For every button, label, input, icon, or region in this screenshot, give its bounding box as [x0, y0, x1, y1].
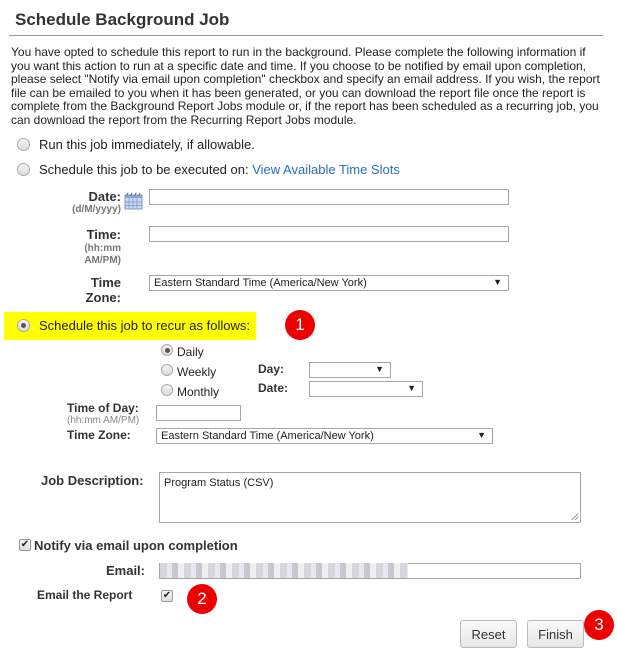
finish-button[interactable]: Finish [527, 620, 584, 648]
page-title: Schedule Background Job [15, 10, 230, 29]
notify-label: Notify via email upon completion [34, 538, 238, 553]
job-description-textarea[interactable] [159, 472, 581, 523]
time-label: Time: [86, 227, 121, 242]
recur-timezone-label: Time Zone: [67, 428, 131, 442]
schedule-once-text: Schedule this job to be executed on: [39, 162, 249, 177]
reset-button[interactable]: Reset [460, 620, 517, 648]
step-badge-2: 2 [187, 584, 217, 614]
recur-timezone-select[interactable] [156, 428, 493, 444]
recur-date-label: Date: [258, 381, 289, 395]
recur-timezone-value: Eastern Standard Time (America/New York) [161, 430, 374, 442]
email-report-label: Email the Report [37, 588, 133, 602]
time-of-day-label: Time of Day: [67, 401, 139, 415]
daily-label: Daily [177, 345, 204, 359]
job-description-label: Job Description: [41, 473, 144, 488]
time-hint-1: (hh:mm [84, 243, 121, 254]
weekly-label: Weekly [177, 365, 217, 379]
schedule-once-label [39, 162, 400, 177]
recur-label: Schedule this job to recur as follows: [39, 318, 250, 333]
calendar-icon[interactable] [124, 192, 143, 210]
step-badge-3: 3 [584, 610, 614, 640]
job-description-value: Program Status (CSV) [164, 477, 274, 489]
once-timezone-select[interactable] [149, 275, 509, 291]
monthly-radio[interactable] [161, 384, 173, 396]
chevron-down-icon: ▼ [477, 430, 486, 440]
weekly-radio[interactable] [161, 364, 173, 376]
date-label: Date: [88, 189, 121, 204]
time-of-day-hint: (hh:mm AM/PM) [67, 415, 140, 426]
date-hint: (d/M/yyyy) [72, 204, 121, 215]
chevron-down-icon: ▼ [493, 277, 502, 287]
chevron-down-icon: ▼ [375, 364, 384, 374]
resize-grip-icon[interactable] [571, 513, 578, 520]
notify-checkbox[interactable]: ✔ [20, 539, 30, 550]
day-select[interactable] [309, 362, 391, 378]
chevron-down-icon: ▼ [407, 383, 416, 393]
recur-radio[interactable] [17, 319, 30, 332]
view-time-slots-link[interactable]: View Available Time Slots [252, 162, 400, 177]
timezone-label-2: Zone: [85, 290, 121, 305]
time-hint-2: AM/PM) [84, 255, 121, 266]
email-redacted [160, 563, 408, 578]
run-now-radio[interactable] [17, 138, 30, 151]
time-of-day-input[interactable] [156, 405, 241, 421]
step-badge-1: 1 [285, 310, 315, 340]
timezone-label-1: Time [90, 275, 121, 290]
once-timezone-value: Eastern Standard Time (America/New York) [154, 277, 367, 289]
schedule-once-radio[interactable] [17, 163, 30, 176]
title-divider [9, 35, 603, 36]
date-input[interactable] [149, 189, 509, 205]
email-label: Email: [105, 563, 145, 578]
intro-text: You have opted to schedule this report to run in the background. Please complete the following information if you want this action to run at a specific date and time. If you choose to be notified by email upon completion, please select "Notify via email upon completion" checkbox and specify an email address. If you wish, the report file can be emailed to you when it has been generated, or you can download the report file once the report is complete from the Background Report Jobs module or, if the report has been scheduled as a recurring job, you can download the report from the Recurring Report Jobs module. [11, 45, 600, 127]
monthly-label: Monthly [177, 385, 220, 399]
time-input[interactable] [149, 226, 509, 242]
run-now-label: Run this job immediately, if allowable. [39, 137, 255, 152]
daily-radio[interactable] [161, 344, 173, 356]
recur-date-select[interactable] [309, 381, 423, 397]
email-report-checkbox[interactable]: ✔ [162, 590, 172, 601]
day-label: Day: [258, 362, 285, 376]
